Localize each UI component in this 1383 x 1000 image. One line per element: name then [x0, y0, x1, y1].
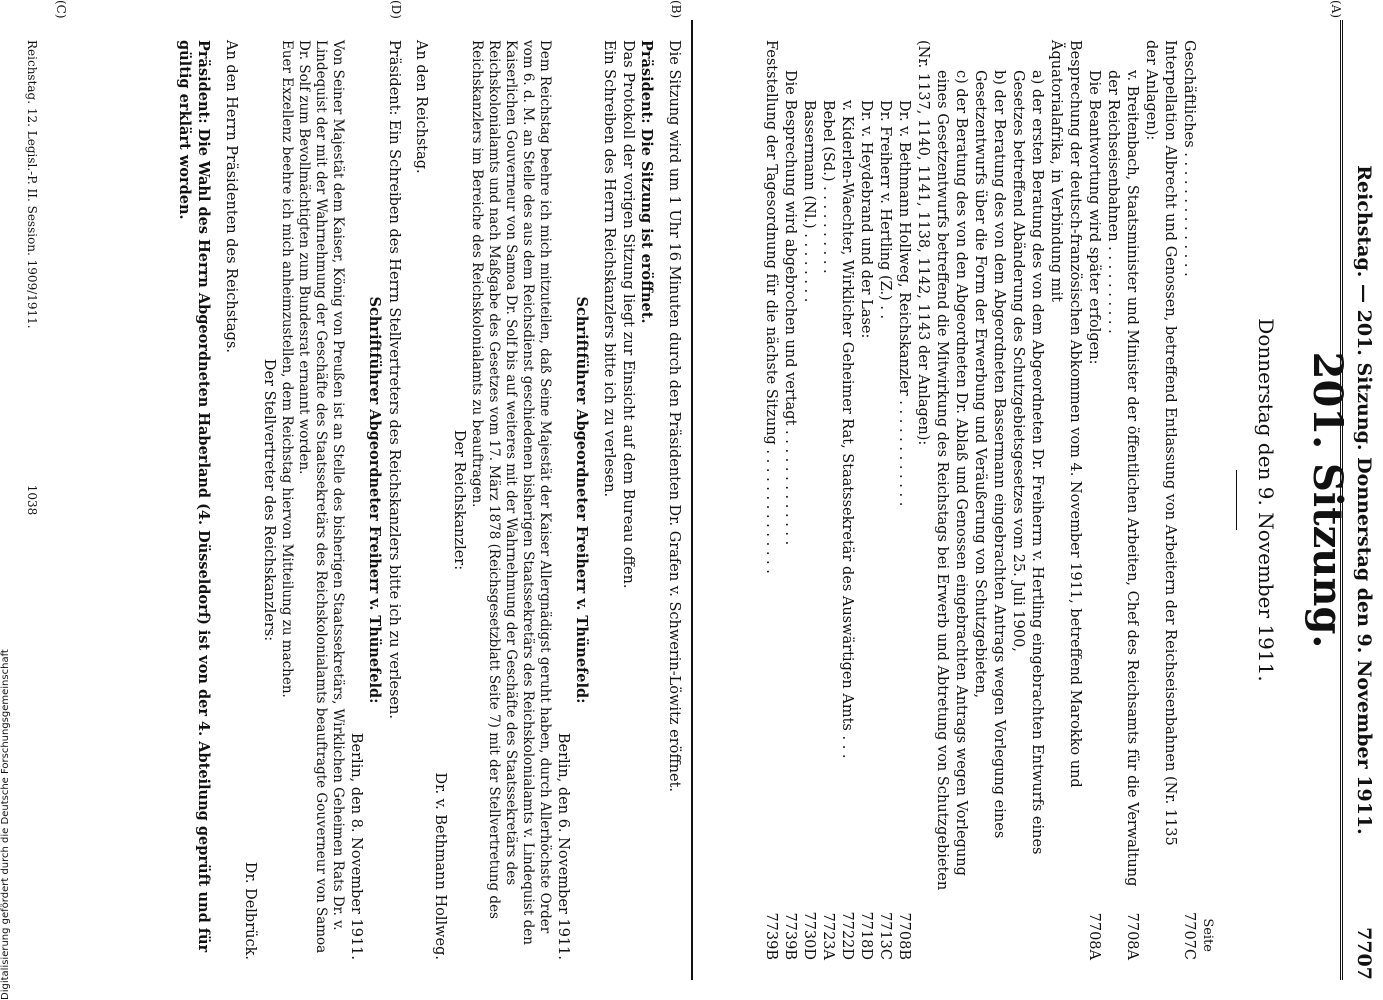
margin-label-b: (B) — [669, 0, 683, 19]
paragraph: Der Stellvertreter des Reichskanzlers: — [261, 358, 277, 642]
column-divider — [691, 20, 693, 980]
toc-entry: v. Breitenbach, Staatsminister und Minister der öffentlichen Arbeiten, Chef des Reichsamts für die Verwaltung der Reichseisenbahnen . . . . . . . . . . 7708A — [1105, 70, 1140, 960]
toc-seite-label: Seite — [1200, 918, 1215, 952]
paragraph: Dr. Delbrück. — [242, 861, 258, 960]
toc-entry: Interpellation Albrecht und Genossen, betreffend Entlassung von Arbeitern der Reichseisenbahnen (Nr. 1135 der Anlagen): — [1143, 40, 1178, 846]
paragraph: An den Reichstag. — [413, 40, 429, 174]
toc-entry: Bassermann (Nl.) . . . . . . . . 7730D — [801, 100, 817, 960]
toc-entry: b) der Beratung des von dem Abgeordneten Bassermann eingebrachten Antrags wegen Vorlegung eines Gesetzentwurfs über die Form der Erwerbung und Veräußerung von Schutzgebieten, — [972, 70, 1007, 839]
paragraph: Schriftführer Abgeordneter Freiherr v. Thünefeld: — [366, 296, 383, 704]
toc-entry: Dr. v. Bethmann Hollweg, Reichskanzler . . . . . . . . . . . . 7708B — [896, 100, 912, 960]
toc-entry: Dr. v. Heydebrand und der Lase: 7718D — [858, 100, 874, 960]
paragraph: Präsident: Ein Schreiben des Herrn Stellvertreters des Reichskanzlers bitte ich zu verlesen. — [386, 40, 402, 719]
proceedings-text — [175, 40, 683, 960]
toc-entry: a) der ersten Beratung des von dem Abgeordneten Dr. Freiherrn v. Hertling eingebrachten Entwurfs eines Gesetzes betreffend Abänderung des Schutzgebietsgesetzes vom 25. Juli 1900, — [1010, 70, 1045, 855]
session-title: 201. Sitzung. — [1304, 351, 1351, 649]
dfg-credit: Digitalisierung gefördert durch die Deutsche Forschungsgemeinschaft — [0, 649, 11, 1000]
paragraph: Dem Reichstag beehre ich mich mitzuteilen, daß Seine Majestät der Kaiser Allergnädigst geruht haben, durch Allerhöchste Order vom 6. d. M. an Stelle des aus dem Reichsdienst geschiedenen bisherigen Staatssekretärs des Reichskolonialamts v. Lindequist den Kaiserlichen Gouverneur von Samoa Dr. Solf bis auf weiteres mit der Wahrnehmung der Geschäfte des Staatssekretärs des Reichskolonialamts und nach Maßgabe des Gesetzes vom 17. März 1878 (Reichsgesetzblatt Seite 7) mit der Stellvertretung des Reichskanzlers im Bereiche des Reichskolonialamts zu beauftragen. — [469, 40, 553, 945]
footer-number: 1038 — [25, 484, 39, 516]
footer-session: Reichstag. 12. Legisl.-P. II. Session. 1909/1911. — [25, 40, 39, 329]
margin-label-d: (D) — [389, 0, 403, 19]
paragraph: An den Herrn Präsidenten des Reichstags. — [223, 40, 239, 353]
session-date: Donnerstag den 9. November 1911. — [1254, 318, 1278, 682]
paragraph: Euer Exzellenz beehre ich mich anheimzustellen, dem Reichstag hiervon Mitteilung zu machen. — [279, 40, 295, 698]
proceedings-column — [43, 40, 683, 960]
toc — [761, 40, 1217, 960]
paragraph: Die Sitzung wird um 1 Uhr 16 Minuten durch den Präsidenten Dr. Grafen v. Schwerin-Löwitz eröffnet. — [666, 40, 682, 793]
toc-entry: Dr. Freiherr v. Hertling (Z.) . . 7713C — [877, 100, 893, 960]
paragraph: Dr. v. Bethmann Hollweg. — [432, 772, 448, 960]
toc-entry: v. Kiderlen-Waechter, Wirklicher Geheimer Rat, Staatssekretär des Auswärtigen Amts . . . 7722D — [839, 100, 855, 960]
paragraph: Schriftführer Abgeordneter Freiherr v. Thünefeld: — [573, 296, 590, 704]
toc-entry: Besprechung der deutsch-französischen Abkommen vom 4. November 1911, betreffend Marokko und Äquatorialafrika, in Verbindung mit — [1048, 40, 1083, 788]
paragraph: Präsident: Die Wahl des Herrn Abgeordneten Haberland (4. Düsseldorf) ist von der 4. Abteilung geprüft und für gültig erklärt worden. — [176, 40, 212, 953]
paragraph: Der Reichskanzler: — [451, 429, 467, 571]
toc-entry: Bebel (Sd.) . . . . . . . . . . 7723A — [820, 100, 836, 960]
paragraph: Ein Schreiben des Herrn Reichskanzlers bitte ich zu verlesen. — [601, 40, 617, 498]
toc-entry: Die Besprechung wird abgebrochen und vertagt . . . . . . . . . . . . . 7739B — [782, 70, 798, 960]
toc-entry: Geschäftliches . . . . . . . . . . . . . . 7707C — [1181, 40, 1197, 960]
toc-entry: c) der Beratung des von den Abgeordneten Dr. Ablaß und Genossen eingebrachten Antrags wegen Vorlegung eines Gesetzentwurfs betreffend die Mitwirkung des Reichstags bei Erwerb und Abtretung von Schutzgebieten — [934, 70, 969, 891]
toc-entry: (Nr. 1137, 1140, 1141, 1138, 1142, 1143 der Anlagen): — [915, 40, 931, 446]
paragraph: Von Seiner Majestät dem Kaiser, König von Preußen ist an Stelle des bisherigen Staatssekretärs, Wirklichen Geheimen Rats Dr. v. Lindequist der mit der Wahrnehmung der Geschäfte des Staatssekretärs des Reichskolonialamts beauftragte Gouverneur von Samoa Dr. Solf zum Bevollmächtigten zum Bundesrat ernannt worden. — [296, 40, 346, 954]
paragraph: Berlin, den 8. November 1911. — [348, 732, 364, 960]
title-rule — [1236, 470, 1237, 530]
paragraph: Das Protokoll der vorigen Sitzung liegt zur Einsicht auf dem Bureau offen. — [620, 40, 636, 589]
paragraph: Berlin, den 6. November 1911. — [555, 732, 571, 960]
page-number: 7707 — [1353, 927, 1375, 980]
toc-entry: Die Beantwortung wird später erfolgen: 7708A — [1086, 70, 1102, 960]
dfg-sidebar — [0, 0, 14, 1000]
margin-label-c: (C) — [54, 0, 68, 19]
margin-label-a: (A) — [1329, 0, 1343, 19]
paragraph: Präsident: Die Sitzung ist eröffnet. — [638, 40, 655, 324]
table-of-contents-column — [717, 40, 1351, 960]
running-header: Reichstag. — 201. Sitzung. Donnerstag den 9. November 1911. — [1353, 165, 1375, 835]
toc-entry: Feststellung der Tagesordnung für die nächste Sitzung . . . . . . . . . . . . . . 7739B — [763, 40, 779, 960]
